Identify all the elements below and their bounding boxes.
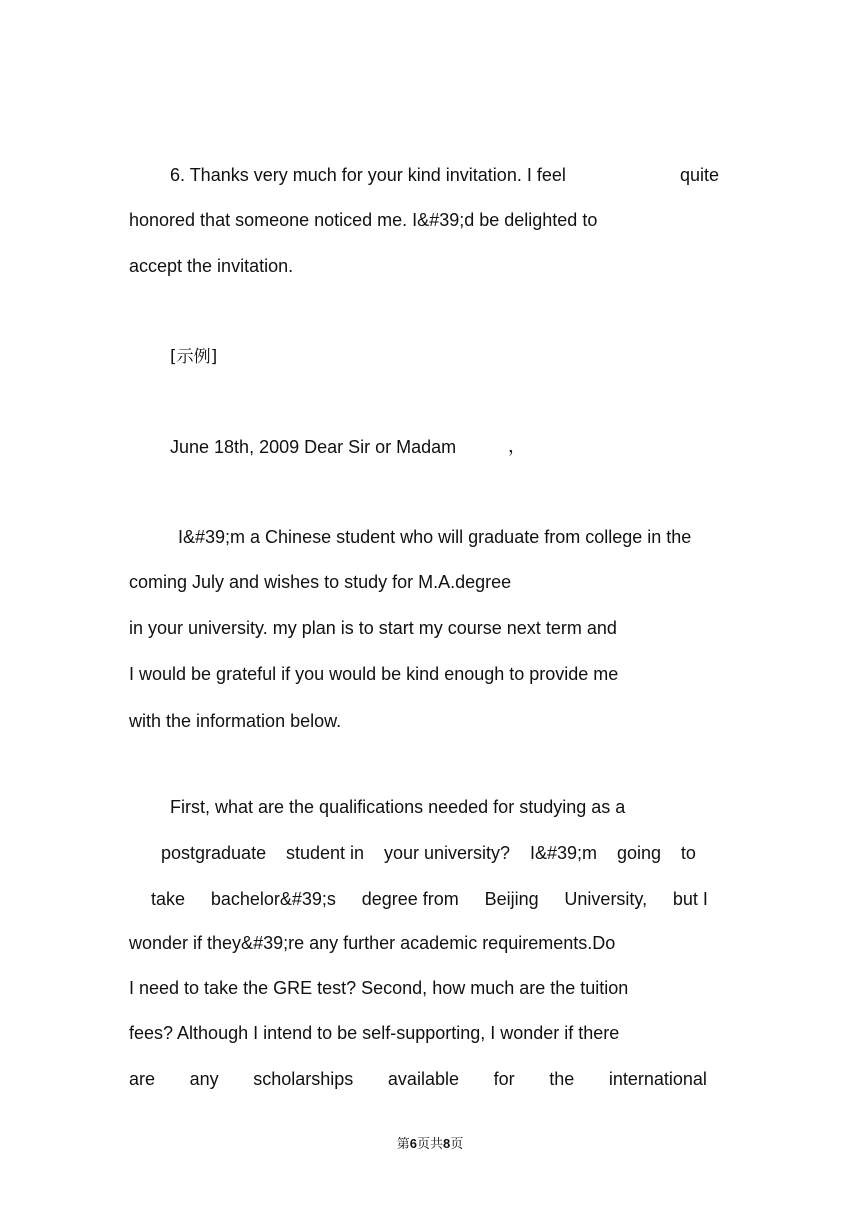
footer-total-pages: 8	[443, 1136, 451, 1151]
paragraph-6-line-1	[170, 164, 566, 186]
first-line-3-word: Beijing	[484, 889, 539, 909]
paragraph-6-line-3: accept the invitation.	[129, 256, 294, 276]
salutation-line: June 18th, 2009 Dear Sir or Madam	[170, 437, 457, 457]
first-line-6: fees? Although I intend to be self-supporting, I wonder if there	[129, 1023, 620, 1043]
first-line-2-word: your university?	[384, 843, 511, 863]
intro-line-4: I would be grateful if you would be kind enough to provide me	[129, 664, 619, 684]
first-line-2-word: postgraduate	[161, 843, 267, 863]
first-line-3-word: but I	[672, 889, 708, 909]
paragraph-6-line-1-end-text: quite	[680, 165, 720, 185]
page-footer	[0, 1136, 860, 1153]
first-line-7-word: international	[608, 1069, 707, 1089]
first-line-4: wonder if they&#39;re any further academic requirements.Do	[129, 933, 616, 953]
first-line-7-word: available	[387, 1069, 459, 1089]
footer-suffix: 页	[450, 1137, 464, 1152]
paragraph-6-line-1-text: 6. Thanks very much for your kind invitation. I feel	[170, 165, 566, 185]
first-line-7-word: are	[129, 1069, 156, 1089]
paragraph-6-line-1-end	[680, 164, 719, 186]
first-line-7-word: scholarships	[253, 1069, 354, 1089]
first-line-2-word: to	[680, 843, 696, 863]
salutation-comma: ，	[508, 436, 526, 457]
first-line-3-word: bachelor&#39;s	[210, 889, 336, 909]
first-line-7-word: any	[189, 1069, 219, 1089]
first-line-2-word: I&#39;m	[529, 843, 598, 863]
first-line-3-word: University,	[564, 889, 648, 909]
intro-line-1: I&#39;m a Chinese student who will graduate from college in the	[178, 527, 692, 547]
footer-middle: 页共	[416, 1137, 443, 1152]
intro-line-3: in your university. my plan is to start my course next term and	[129, 618, 617, 638]
paragraph-6-line-2: honored that someone noticed me. I&#39;d be delighted to	[129, 210, 598, 230]
first-line-3	[151, 888, 708, 910]
intro-line-5: with the information below.	[129, 711, 342, 731]
first-line-1: First, what are the qualifications needed for studying as a	[170, 797, 626, 817]
first-line-3-word: take	[151, 889, 186, 909]
intro-line-2: coming July and wishes to study for M.A.degree	[129, 572, 512, 592]
first-line-2-word: student in	[286, 843, 365, 863]
first-line-3-word: degree from	[361, 889, 459, 909]
first-line-7-word: for	[493, 1069, 515, 1089]
first-line-7-word: the	[549, 1069, 575, 1089]
footer-prefix: 第	[396, 1137, 410, 1152]
footer-current-page: 6	[409, 1136, 417, 1151]
first-line-2	[161, 842, 696, 864]
first-line-5: I need to take the GRE test? Second, how much are the tuition	[129, 978, 629, 998]
first-line-7	[129, 1068, 707, 1090]
first-line-2-word: going	[616, 843, 661, 863]
example-label: [示例]	[170, 347, 218, 367]
